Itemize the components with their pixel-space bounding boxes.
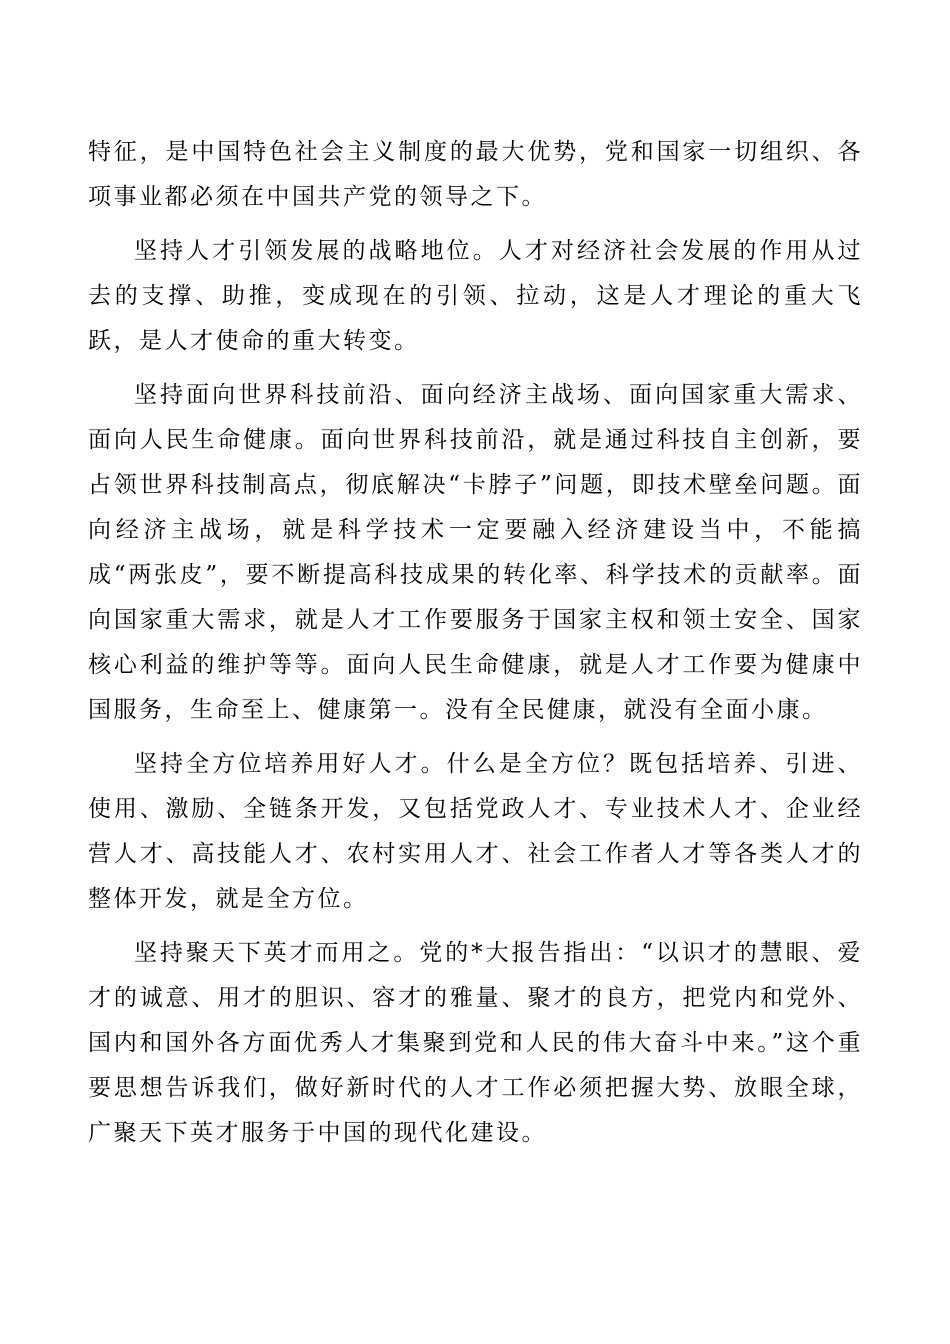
paragraph-gather-talents: 坚持聚天下英才而用之。党的*大报告指出：“以识才的慧眼、爱才的诚意、用才的胆识、容才的雅量、聚才的良方，把党内和党外、国内和国外各方面优秀人才集聚到党和人民的伟大奋斗中来。”这个重要思想告诉我们，做好新时代的人才工作必须把握大势、放眼全球，广聚天下英才服务于中国的现代化建设。 (88, 940, 863, 1146)
paragraph-talent-leadership: 坚持人才引领发展的战略地位。人才对经济社会发展的作用从过去的支撑、助推，变成现在的引领、拉动，这是人才理论的重大飞跃，是人才使命的重大转变。 (88, 238, 863, 354)
paragraph-continuation: 特征，是中国特色社会主义制度的最大优势，党和国家一切组织、各项事业都必须在中国共产党的领导之下。 (88, 139, 863, 210)
document-body (88, 130, 863, 1165)
paragraph-four-orientations: 坚持面向世界科技前沿、面向经济主战场、面向国家重大需求、面向人民生命健康。面向世界科技前沿，就是通过科技自主创新，要占领世界科技制高点，彻底解决“卡脖子”问题，即技术壁垒问题。面向经济主战场，就是科学技术一定要融入经济建设当中，不能搞成“两张皮”，要不断提高科技成果的转化率、科学技术的贡献率。面向国家重大需求，就是人才工作要服务于国家主权和领土安全、国家核心利益的维护等等。面向人民生命健康，就是人才工作要为健康中国服务，生命至上、健康第一。没有全民健康，就没有全面小康。 (88, 382, 863, 723)
paragraph-all-round-training: 坚持全方位培养用好人才。什么是全方位？既包括培养、引进、使用、激励、全链条开发，又包括党政人才、专业技术人才、企业经营人才、高技能人才、农村实用人才、社会工作者人才等各类人才的整体开发，就是全方位。 (88, 751, 863, 912)
